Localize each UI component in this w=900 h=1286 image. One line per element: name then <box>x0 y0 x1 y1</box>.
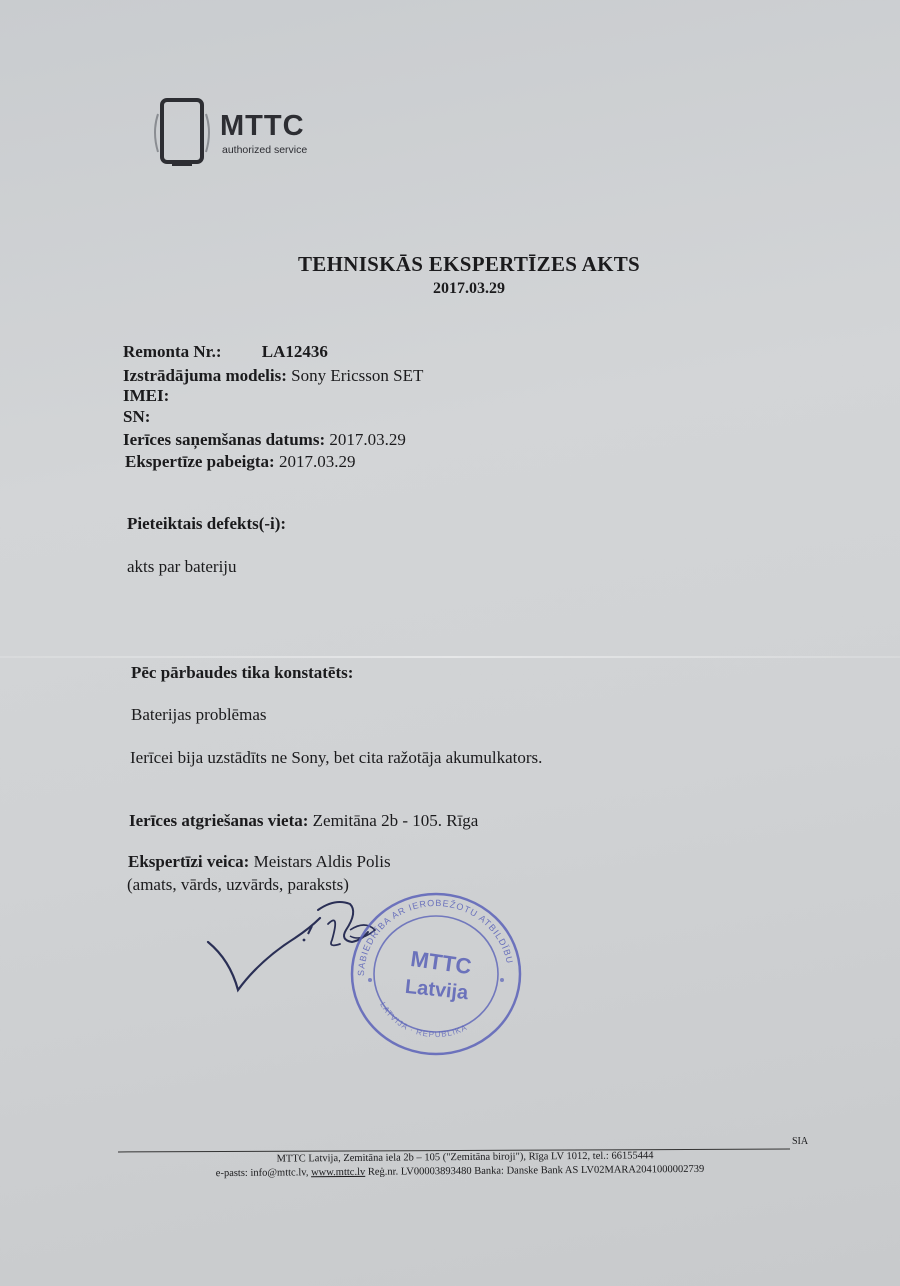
footer-website-link[interactable]: www.mttc.lv <box>311 1166 366 1179</box>
sn-row <box>123 407 150 427</box>
footer-email: e-pasts: info@mttc.lv, <box>215 1167 309 1180</box>
footer-registration: Reģ.nr. LV00003893480 Banka: Danske Bank AS LV02MARA2041000002739 <box>367 1163 705 1178</box>
imei-label: IMEI: <box>123 386 170 405</box>
expert-value: Meistars Aldis Polis <box>253 852 391 871</box>
completed-date-label: Ekspertīze pabeigta: <box>125 452 275 471</box>
completed-date-value: 2017.03.29 <box>278 452 356 471</box>
received-date-value: 2017.03.29 <box>329 430 406 449</box>
received-date-label: Ierīces saņemšanas datums: <box>123 430 326 449</box>
return-place-value: Zemitāna 2b - 105. Rīga <box>312 811 479 830</box>
stamp-ring-text: SABIEDRĪBA AR IEROBEŽOTU ATBILDĪBU <box>355 897 515 977</box>
expert-row <box>128 852 391 872</box>
findings-heading: Pēc pārbaudes tika konstatēts: <box>131 663 354 682</box>
expert-label: Ekspertīzi veica: <box>128 852 250 871</box>
return-place-row <box>129 811 478 831</box>
repair-number-value: LA12436 <box>261 342 328 361</box>
company-stamp <box>340 884 532 1062</box>
repair-number-row <box>123 342 328 362</box>
imei-row <box>123 386 169 406</box>
footer-address: MTTC Latvija, Zemitāna iela 2b – 105 ("Zemitāna biroji"), Rīga LV 1012, tel.: 66155444 <box>276 1150 654 1165</box>
model-value: Sony Ericsson SET <box>291 366 424 385</box>
stamp-country: Latvija <box>403 975 470 1005</box>
footer-sia: SIA <box>792 1136 809 1147</box>
received-date-row <box>123 430 406 450</box>
defects-text: akts par bateriju <box>127 557 237 576</box>
defects-heading: Pieteiktais defekts(-i): <box>127 514 287 533</box>
repair-number-label: Remonta Nr.: <box>123 342 222 361</box>
sn-label: SN: <box>123 407 151 426</box>
findings-line-1: Baterijas problēmas <box>131 705 267 724</box>
document-date: 2017.03.29 <box>433 280 505 297</box>
stamp-bottom-text: LATVIJA · REPUBLIKA <box>378 1000 469 1040</box>
logo-tagline: authorized service <box>222 144 308 156</box>
completed-date-row <box>125 452 355 472</box>
return-place-label: Ierīces atgriešanas vieta: <box>129 811 309 830</box>
document-title: TEHNISKĀS EKSPERTĪZES AKTS <box>297 252 641 276</box>
stamp-name: MTTC <box>409 945 474 980</box>
logo-name: MTTC <box>220 110 305 142</box>
model-row <box>123 366 423 386</box>
paper-fold <box>0 656 900 658</box>
expert-hint: (amats, vārds, uzvārds, paraksts) <box>127 875 349 894</box>
findings-line-2: Ierīcei bija uzstādīts ne Sony, bet cita ražotāja akumulkators. <box>130 748 543 767</box>
model-label: Izstrādājuma modelis: <box>123 366 287 385</box>
